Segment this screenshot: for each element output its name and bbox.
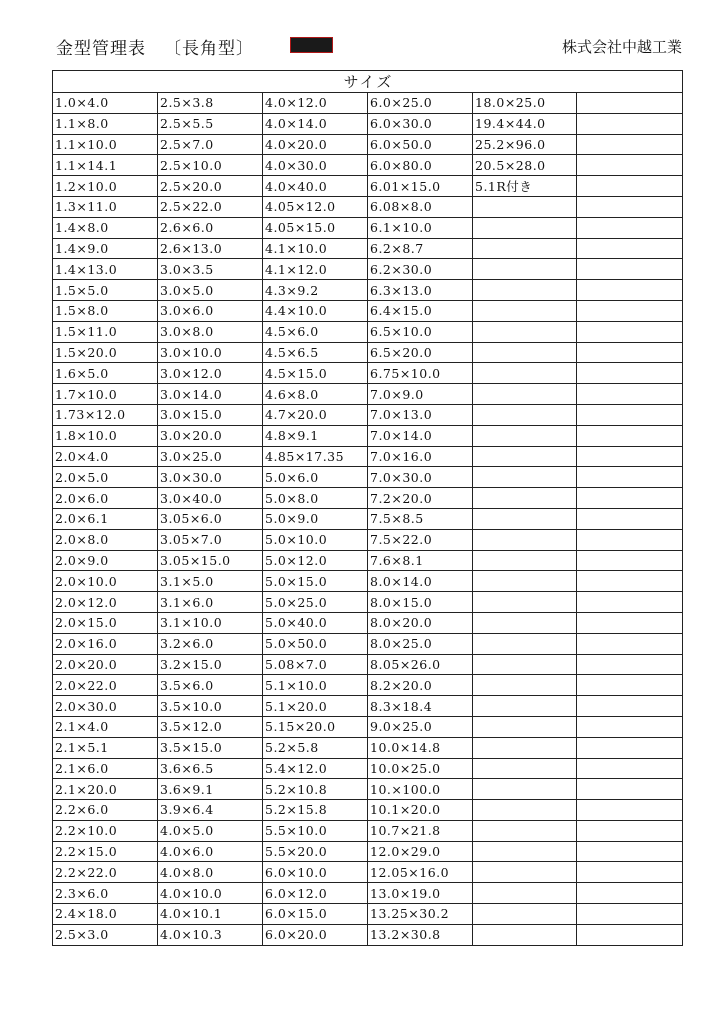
table-row (53, 654, 683, 675)
table-body (53, 93, 683, 946)
size-cell: 1.1×10.0 (53, 134, 158, 155)
size-cell (473, 675, 577, 696)
size-cell (473, 217, 577, 238)
size-cell: 3.0×8.0 (158, 321, 263, 342)
size-cell: 4.0×40.0 (263, 176, 368, 197)
size-cell: 4.5×6.5 (263, 342, 368, 363)
size-cell (577, 550, 683, 571)
size-cell (473, 300, 577, 321)
size-cell: 1.7×10.0 (53, 384, 158, 405)
size-cell: 2.5×7.0 (158, 134, 263, 155)
table-row (53, 113, 683, 134)
size-cell (577, 384, 683, 405)
table-row (53, 217, 683, 238)
table-row (53, 737, 683, 758)
size-cell: 3.1×6.0 (158, 592, 263, 613)
table-row (53, 904, 683, 925)
size-cell (577, 654, 683, 675)
table-row (53, 508, 683, 529)
table-row (53, 93, 683, 114)
table-row (53, 280, 683, 301)
size-cell: 6.2×30.0 (368, 259, 473, 280)
table-row (53, 321, 683, 342)
size-cell (577, 758, 683, 779)
size-cell: 3.1×10.0 (158, 612, 263, 633)
size-cell (577, 467, 683, 488)
size-cell (473, 321, 577, 342)
company-name: 株式会社中越工業 (561, 38, 682, 56)
size-cell: 8.0×14.0 (368, 571, 473, 592)
size-cell: 2.1×20.0 (53, 779, 158, 800)
size-cell (473, 425, 577, 446)
size-cell: 4.0×8.0 (158, 862, 263, 883)
size-cell: 6.0×80.0 (368, 155, 473, 176)
size-cell: 1.5×11.0 (53, 321, 158, 342)
size-cell: 4.0×10.3 (158, 924, 263, 945)
size-cell: 3.5×12.0 (158, 716, 263, 737)
size-cell (473, 841, 577, 862)
size-cell (473, 696, 577, 717)
size-cell: 3.05×15.0 (158, 550, 263, 571)
size-cell: 6.5×20.0 (368, 342, 473, 363)
size-cell: 6.0×15.0 (263, 904, 368, 925)
size-cell: 7.5×8.5 (368, 508, 473, 529)
document-title (56, 34, 254, 59)
size-cell (473, 779, 577, 800)
size-cell (577, 779, 683, 800)
size-cell: 3.0×25.0 (158, 446, 263, 467)
size-cell: 1.4×9.0 (53, 238, 158, 259)
size-cell: 3.5×6.0 (158, 675, 263, 696)
size-cell: 6.5×10.0 (368, 321, 473, 342)
size-cell: 3.5×10.0 (158, 696, 263, 717)
size-cell: 4.0×14.0 (263, 113, 368, 134)
size-cell: 6.0×10.0 (263, 862, 368, 883)
size-cell (577, 571, 683, 592)
size-cell: 2.4×18.0 (53, 904, 158, 925)
size-cell: 4.5×15.0 (263, 363, 368, 384)
size-cell: 3.0×40.0 (158, 488, 263, 509)
size-cell: 1.0×4.0 (53, 93, 158, 114)
size-cell: 7.5×22.0 (368, 529, 473, 550)
size-cell: 6.08×8.0 (368, 196, 473, 217)
size-cell: 4.4×10.0 (263, 300, 368, 321)
size-cell (577, 529, 683, 550)
size-cell: 25.2×96.0 (473, 134, 577, 155)
table-row (53, 633, 683, 654)
title-type: 〔長角型〕 (164, 39, 254, 59)
table-row (53, 883, 683, 904)
table-row (53, 467, 683, 488)
size-cell (473, 820, 577, 841)
size-cell: 12.0×29.0 (368, 841, 473, 862)
size-cell: 6.3×13.0 (368, 280, 473, 301)
size-cell: 2.0×6.1 (53, 508, 158, 529)
size-cell: 3.0×30.0 (158, 467, 263, 488)
table-row (53, 384, 683, 405)
size-cell (473, 862, 577, 883)
size-cell: 5.1×20.0 (263, 696, 368, 717)
table-row (53, 675, 683, 696)
table-row (53, 488, 683, 509)
table-row (53, 550, 683, 571)
size-cell: 7.0×16.0 (368, 446, 473, 467)
size-cell (577, 924, 683, 945)
table-row (53, 342, 683, 363)
size-cell: 2.0×9.0 (53, 550, 158, 571)
size-cell (577, 737, 683, 758)
size-cell: 8.0×25.0 (368, 633, 473, 654)
size-cell: 2.1×6.0 (53, 758, 158, 779)
table-row (53, 425, 683, 446)
table-row (53, 862, 683, 883)
size-cell: 2.0×5.0 (53, 467, 158, 488)
size-cell: 4.0×10.0 (158, 883, 263, 904)
size-cell (473, 467, 577, 488)
size-cell (577, 508, 683, 529)
size-cell: 2.5×20.0 (158, 176, 263, 197)
size-cell (577, 883, 683, 904)
size-cell: 3.0×20.0 (158, 425, 263, 446)
size-cell: 2.0×6.0 (53, 488, 158, 509)
size-cell: 2.5×3.8 (158, 93, 263, 114)
size-cell: 2.2×22.0 (53, 862, 158, 883)
size-cell: 12.05×16.0 (368, 862, 473, 883)
size-cell: 4.0×12.0 (263, 93, 368, 114)
size-cell: 5.2×10.8 (263, 779, 368, 800)
table-row (53, 529, 683, 550)
size-cell: 3.0×6.0 (158, 300, 263, 321)
size-cell: 7.6×8.1 (368, 550, 473, 571)
size-cell: 5.0×40.0 (263, 612, 368, 633)
size-cell: 8.0×20.0 (368, 612, 473, 633)
size-cell: 7.0×13.0 (368, 404, 473, 425)
size-cell: 2.1×4.0 (53, 716, 158, 737)
size-cell (577, 800, 683, 821)
size-cell: 2.0×15.0 (53, 612, 158, 633)
size-cell: 5.5×20.0 (263, 841, 368, 862)
size-cell: 1.4×13.0 (53, 259, 158, 280)
size-cell (577, 196, 683, 217)
size-cell: 4.0×6.0 (158, 841, 263, 862)
table-row (53, 841, 683, 862)
size-cell: 4.7×20.0 (263, 404, 368, 425)
size-cell: 5.5×10.0 (263, 820, 368, 841)
size-cell: 3.2×6.0 (158, 633, 263, 654)
size-cell: 3.2×15.0 (158, 654, 263, 675)
size-cell (473, 883, 577, 904)
size-cell: 1.73×12.0 (53, 404, 158, 425)
size-cell: 3.9×6.4 (158, 800, 263, 821)
size-cell: 7.0×30.0 (368, 467, 473, 488)
redacted-box (290, 37, 333, 53)
size-cell: 6.75×10.0 (368, 363, 473, 384)
size-cell (577, 259, 683, 280)
size-cell (473, 488, 577, 509)
table-row (53, 924, 683, 945)
size-cell: 2.3×6.0 (53, 883, 158, 904)
table-row (53, 446, 683, 467)
table-row (53, 134, 683, 155)
size-cell: 6.4×15.0 (368, 300, 473, 321)
size-header: サイズ (53, 71, 683, 93)
size-cell: 2.1×5.1 (53, 737, 158, 758)
table-header-row (53, 71, 683, 93)
size-cell: 3.05×7.0 (158, 529, 263, 550)
size-cell (577, 425, 683, 446)
size-cell: 2.6×6.0 (158, 217, 263, 238)
size-cell (577, 93, 683, 114)
size-cell: 5.1×10.0 (263, 675, 368, 696)
size-cell: 13.2×30.8 (368, 924, 473, 945)
size-cell: 7.2×20.0 (368, 488, 473, 509)
size-cell: 5.0×9.0 (263, 508, 368, 529)
table-row (53, 404, 683, 425)
size-cell: 2.2×10.0 (53, 820, 158, 841)
size-cell: 2.5×10.0 (158, 155, 263, 176)
table-row (53, 155, 683, 176)
size-cell: 7.0×14.0 (368, 425, 473, 446)
size-cell: 8.3×18.4 (368, 696, 473, 717)
size-cell: 4.05×15.0 (263, 217, 368, 238)
size-cell: 6.01×15.0 (368, 176, 473, 197)
size-cell: 10.×100.0 (368, 779, 473, 800)
size-cell: 8.05×26.0 (368, 654, 473, 675)
size-cell: 2.5×5.5 (158, 113, 263, 134)
size-cell (577, 820, 683, 841)
table-row (53, 176, 683, 197)
size-cell (473, 737, 577, 758)
size-cell: 1.4×8.0 (53, 217, 158, 238)
size-cell: 2.6×13.0 (158, 238, 263, 259)
size-cell (577, 176, 683, 197)
size-cell: 8.2×20.0 (368, 675, 473, 696)
size-cell (577, 862, 683, 883)
size-cell (577, 113, 683, 134)
size-cell: 4.8×9.1 (263, 425, 368, 446)
size-cell (577, 904, 683, 925)
size-cell: 4.1×12.0 (263, 259, 368, 280)
size-cell (577, 238, 683, 259)
size-cell (577, 155, 683, 176)
size-cell: 1.8×10.0 (53, 425, 158, 446)
size-cell: 3.0×15.0 (158, 404, 263, 425)
size-cell (473, 280, 577, 301)
size-cell: 4.6×8.0 (263, 384, 368, 405)
table-row (53, 300, 683, 321)
size-cell: 5.0×25.0 (263, 592, 368, 613)
size-cell: 2.5×22.0 (158, 196, 263, 217)
size-cell: 2.0×22.0 (53, 675, 158, 696)
size-cell: 5.2×5.8 (263, 737, 368, 758)
size-cell: 4.3×9.2 (263, 280, 368, 301)
size-cell (473, 404, 577, 425)
size-cell: 4.1×10.0 (263, 238, 368, 259)
size-cell: 2.0×16.0 (53, 633, 158, 654)
size-cell: 20.5×28.0 (473, 155, 577, 176)
size-cell (577, 134, 683, 155)
size-cell: 13.25×30.2 (368, 904, 473, 925)
size-cell: 4.85×17.35 (263, 446, 368, 467)
size-cell: 5.08×7.0 (263, 654, 368, 675)
size-cell: 3.5×15.0 (158, 737, 263, 758)
size-cell (577, 841, 683, 862)
size-cell: 3.6×6.5 (158, 758, 263, 779)
size-cell (577, 675, 683, 696)
size-cell (577, 404, 683, 425)
size-cell: 1.1×14.1 (53, 155, 158, 176)
size-cell: 6.0×50.0 (368, 134, 473, 155)
size-cell: 4.0×10.1 (158, 904, 263, 925)
size-cell: 5.0×15.0 (263, 571, 368, 592)
size-cell: 4.0×30.0 (263, 155, 368, 176)
size-cell (473, 446, 577, 467)
size-cell: 1.5×20.0 (53, 342, 158, 363)
size-cell: 10.7×21.8 (368, 820, 473, 841)
size-cell: 6.1×10.0 (368, 217, 473, 238)
size-cell (473, 238, 577, 259)
size-cell (577, 300, 683, 321)
size-cell: 2.2×15.0 (53, 841, 158, 862)
size-cell: 5.1R付き (473, 176, 577, 197)
size-cell (577, 696, 683, 717)
size-cell: 3.0×10.0 (158, 342, 263, 363)
table-row (53, 238, 683, 259)
size-cell (473, 654, 577, 675)
size-cell: 4.0×5.0 (158, 820, 263, 841)
table-row (53, 196, 683, 217)
size-cell: 8.0×15.0 (368, 592, 473, 613)
size-cell (577, 592, 683, 613)
size-cell: 1.5×8.0 (53, 300, 158, 321)
size-cell (473, 800, 577, 821)
size-cell: 13.0×19.0 (368, 883, 473, 904)
table-row (53, 820, 683, 841)
size-table (52, 70, 683, 946)
size-cell: 1.5×5.0 (53, 280, 158, 301)
table-row (53, 592, 683, 613)
size-cell: 10.0×14.8 (368, 737, 473, 758)
size-cell: 18.0×25.0 (473, 93, 577, 114)
size-cell (577, 488, 683, 509)
size-cell (473, 550, 577, 571)
size-cell: 1.3×11.0 (53, 196, 158, 217)
size-cell (473, 716, 577, 737)
size-cell: 2.0×10.0 (53, 571, 158, 592)
size-cell: 5.0×10.0 (263, 529, 368, 550)
size-cell: 10.0×25.0 (368, 758, 473, 779)
size-cell: 5.2×15.8 (263, 800, 368, 821)
size-cell: 19.4×44.0 (473, 113, 577, 134)
size-cell: 2.2×6.0 (53, 800, 158, 821)
size-cell (577, 217, 683, 238)
size-cell (473, 904, 577, 925)
size-cell: 3.0×5.0 (158, 280, 263, 301)
size-cell: 2.5×3.0 (53, 924, 158, 945)
size-cell: 1.2×10.0 (53, 176, 158, 197)
size-cell (577, 446, 683, 467)
size-cell (473, 571, 577, 592)
size-cell: 5.15×20.0 (263, 716, 368, 737)
table-row (53, 716, 683, 737)
size-cell (473, 529, 577, 550)
size-cell: 2.0×20.0 (53, 654, 158, 675)
title-text: 金型管理表 (56, 39, 146, 59)
size-cell (473, 758, 577, 779)
size-cell (473, 342, 577, 363)
size-cell (577, 716, 683, 737)
table-row (53, 696, 683, 717)
table-row (53, 259, 683, 280)
size-cell (473, 924, 577, 945)
size-cell (577, 363, 683, 384)
size-cell: 2.0×8.0 (53, 529, 158, 550)
size-cell: 5.0×8.0 (263, 488, 368, 509)
table-row (53, 800, 683, 821)
size-cell: 3.1×5.0 (158, 571, 263, 592)
size-cell (577, 633, 683, 654)
size-cell (577, 612, 683, 633)
size-cell: 5.4×12.0 (263, 758, 368, 779)
size-cell: 4.5×6.0 (263, 321, 368, 342)
size-cell (473, 259, 577, 280)
size-cell: 2.0×12.0 (53, 592, 158, 613)
size-cell: 3.0×12.0 (158, 363, 263, 384)
size-cell: 3.0×14.0 (158, 384, 263, 405)
size-cell: 6.2×8.7 (368, 238, 473, 259)
size-cell (473, 508, 577, 529)
size-cell (473, 612, 577, 633)
size-cell (473, 363, 577, 384)
size-cell (473, 196, 577, 217)
size-cell: 2.0×30.0 (53, 696, 158, 717)
table-row (53, 363, 683, 384)
size-cell: 1.1×8.0 (53, 113, 158, 134)
size-cell: 7.0×9.0 (368, 384, 473, 405)
size-cell (577, 321, 683, 342)
size-cell (473, 384, 577, 405)
size-cell: 9.0×25.0 (368, 716, 473, 737)
size-cell: 5.0×50.0 (263, 633, 368, 654)
size-cell: 6.0×25.0 (368, 93, 473, 114)
size-cell (473, 592, 577, 613)
table-row (53, 758, 683, 779)
size-cell: 4.0×20.0 (263, 134, 368, 155)
size-cell: 1.6×5.0 (53, 363, 158, 384)
size-cell: 3.0×3.5 (158, 259, 263, 280)
size-cell: 10.1×20.0 (368, 800, 473, 821)
size-cell: 6.0×20.0 (263, 924, 368, 945)
table-row (53, 779, 683, 800)
size-cell: 2.0×4.0 (53, 446, 158, 467)
size-cell (577, 342, 683, 363)
size-cell (473, 633, 577, 654)
table-row (53, 612, 683, 633)
size-cell: 3.6×9.1 (158, 779, 263, 800)
size-cell: 6.0×30.0 (368, 113, 473, 134)
size-cell: 3.05×6.0 (158, 508, 263, 529)
size-cell: 5.0×6.0 (263, 467, 368, 488)
table-row (53, 571, 683, 592)
size-cell (577, 280, 683, 301)
size-cell: 6.0×12.0 (263, 883, 368, 904)
size-cell: 4.05×12.0 (263, 196, 368, 217)
size-cell: 5.0×12.0 (263, 550, 368, 571)
